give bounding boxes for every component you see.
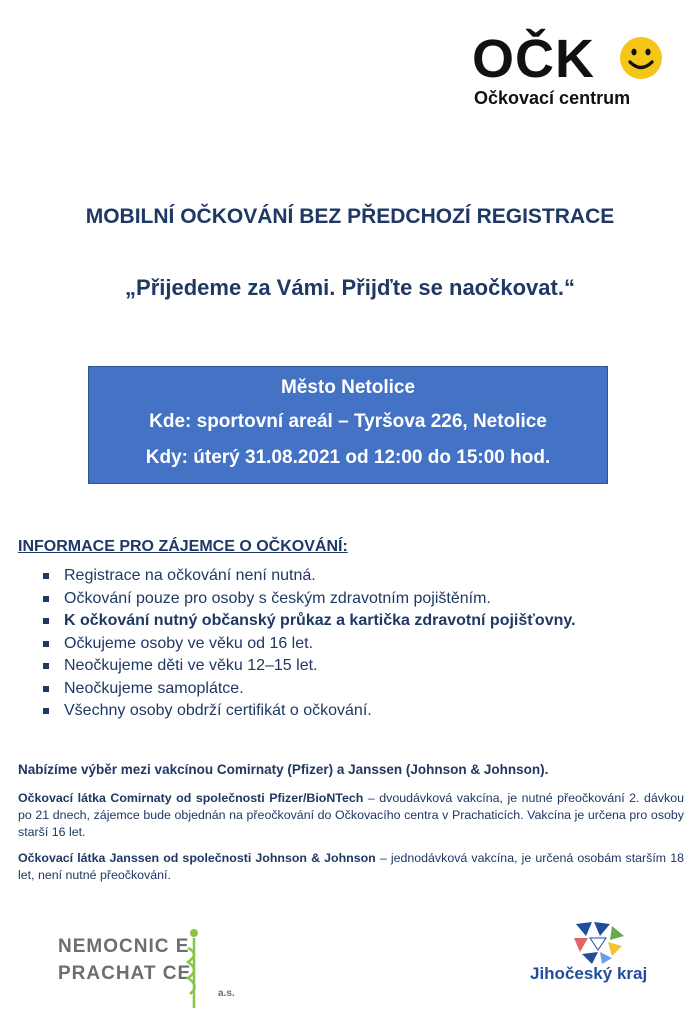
list-item: Registrace na očkování není nutná. [40,565,690,588]
hospital-suffix: a.s. [218,988,235,999]
region-emblem-icon [570,920,626,966]
slogan: „Přijedeme za Vámi. Přijďte se naočkovat.“ [125,275,575,300]
hospital-name-line2: PRACHAT CE [58,963,192,984]
vaccine-description: – dvoudávková vakcína, je nutné přeočkování 2. dávkou po 21 dnech, zájemce bude objednán na přeočkování do Očkovacího centra v Prachaticích. Vakcína je určena pro osoby starší 16 let. [18,791,684,839]
vaccine-name: Očkovací látka Comirnaty od společnosti Pfizer/BioNTech [18,791,364,805]
event-info-box [88,366,608,484]
event-time: Kdy: úterý 31.08.2021 od 12:00 do 15:00 hod. [145,447,551,468]
info-list [40,565,690,723]
list-item: K očkování nutný občanský průkaz a kartička zdravotní pojišťovny. [40,610,690,633]
logo-word: OČK [472,29,595,89]
region-name: Jihočeský kraj [530,964,648,983]
list-item: Neočkujeme děti ve věku 12–15 let. [40,655,690,678]
ocko-logo [472,28,667,113]
vaccine-description: – jednodávková vakcína, je určená osobám starším 18 let, není nutné přeočkování. [18,851,684,882]
vaccine-paragraph-pfizer [18,790,684,841]
list-item: Očkování pouze pro osoby s českým zdravotním pojištěním. [40,588,690,611]
smiley-face-icon [619,36,663,80]
vaccine-offer: Nabízíme výběr mezi vakcínou Comirnaty (Pfizer) a Janssen (Johnson & Johnson). [18,762,549,777]
info-heading: INFORMACE PRO ZÁJEMCE O OČKOVÁNÍ: [18,538,348,555]
list-item: Všechny osoby obdrží certifikát o očkování. [40,700,690,723]
region-logo [528,918,688,993]
page-title: MOBILNÍ OČKOVÁNÍ BEZ PŘEDCHOZÍ REGISTRACE [85,205,615,228]
logo-subtitle: Očkovací centrum [474,88,631,108]
list-item: Očkujeme osoby ve věku od 16 let. [40,633,690,656]
event-city: Město Netolice [280,377,416,398]
hospital-logo [58,928,248,1008]
vaccine-paragraph-janssen [18,850,684,884]
staff-of-asclepius-icon [184,928,204,1010]
hospital-name-line1: NEMOCNIC E [58,936,190,957]
vaccine-name: Očkovací látka Janssen od společnosti Johnson & Johnson [18,851,376,865]
list-item: Neočkujeme samoplátce. [40,678,690,701]
event-location: Kde: sportovní areál – Tyršova 226, Netolice [149,411,547,432]
